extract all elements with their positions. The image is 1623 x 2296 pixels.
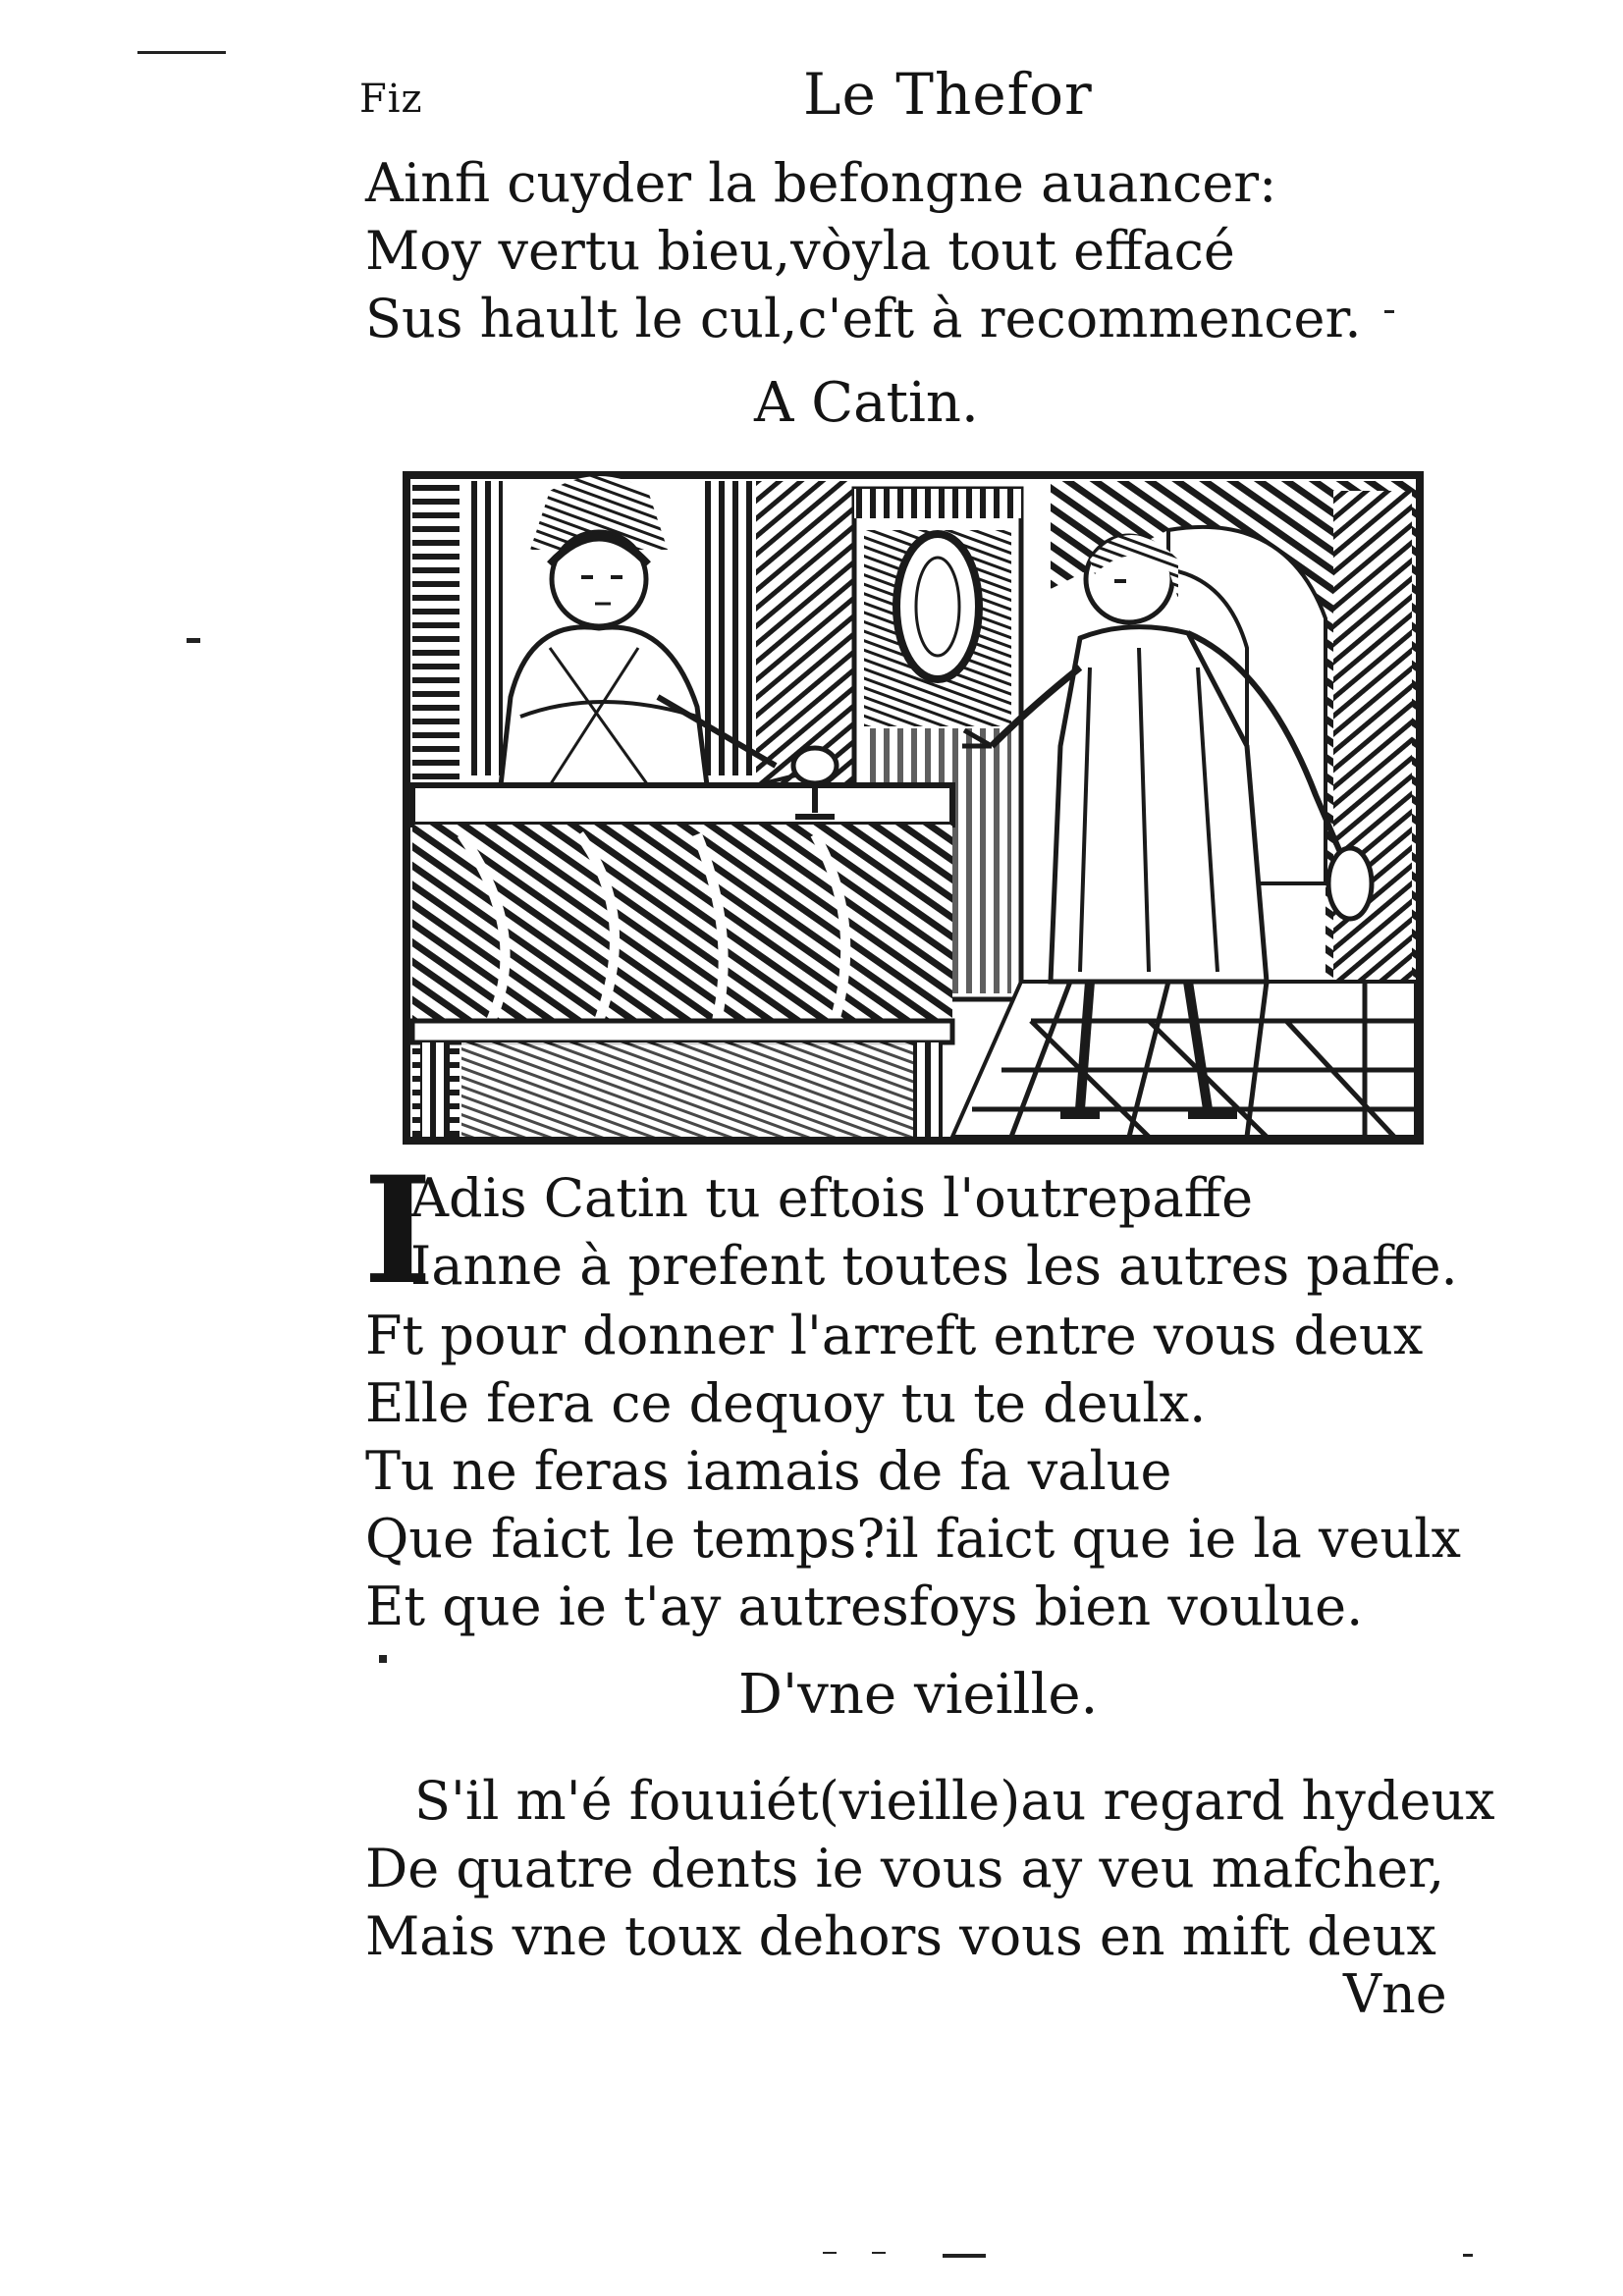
- verse-line: Que faict le temps?il faict que ie la veulx: [365, 1508, 1461, 1570]
- verse-line: Tu ne feras iamais de fa value: [365, 1440, 1172, 1502]
- scan-mark: [872, 2252, 886, 2254]
- scan-mark: [943, 2254, 986, 2258]
- scan-mark: [379, 1655, 387, 1663]
- folio-number: Fiz: [359, 77, 423, 122]
- dropcap-lines: [410, 1164, 1458, 1300]
- verse-line: Moy vertu bieu,vòyla tout effacé: [365, 220, 1235, 282]
- verse-line: Mais vne toux dehors vous en mift deux: [365, 1905, 1436, 1967]
- poem-continuation: [365, 149, 1362, 352]
- verse-line: Adis Catin tu eftois l'outrepaffe: [410, 1167, 1254, 1229]
- woodcut-illustration-icon: [403, 471, 1424, 1145]
- scan-mark: [187, 638, 200, 643]
- verse-line: S'il m'é fouuiét(vieille)au regard hydeux: [414, 1770, 1495, 1832]
- poem-title-a-catin: A Catin.: [754, 371, 979, 435]
- scan-mark: [1384, 310, 1394, 313]
- poem-title-dvne-vieille: D'vne vieille.: [738, 1663, 1099, 1727]
- poem-a-catin: [365, 1302, 1461, 1640]
- scan-mark: [1463, 2254, 1473, 2257]
- scan-mark: [137, 51, 226, 54]
- verse-line: De quatre dents ie vous ay veu mafcher,: [365, 1838, 1445, 1899]
- catchword: Vne: [1343, 1963, 1447, 2025]
- verse-line: Ainfi cuyder la befongne auancer:: [365, 152, 1277, 214]
- verse-line: Ianne à prefent toutes les autres paffe.: [410, 1235, 1458, 1297]
- verse-line: Sus hault le cul,c'eft à recommencer.: [365, 288, 1362, 349]
- poem-dvne-vieille: [365, 1767, 1495, 1970]
- verse-line: Et que ie t'ay autresfoys bien voulue.: [365, 1575, 1364, 1637]
- verse-line: Elle fera ce dequoy tu te deulx.: [365, 1372, 1207, 1434]
- drop-capital: I: [363, 1145, 433, 1317]
- verse-line: Ft pour donner l'arreft entre vous deux: [365, 1305, 1424, 1366]
- running-title: Le Thefor: [803, 61, 1093, 128]
- scan-mark: [823, 2252, 837, 2254]
